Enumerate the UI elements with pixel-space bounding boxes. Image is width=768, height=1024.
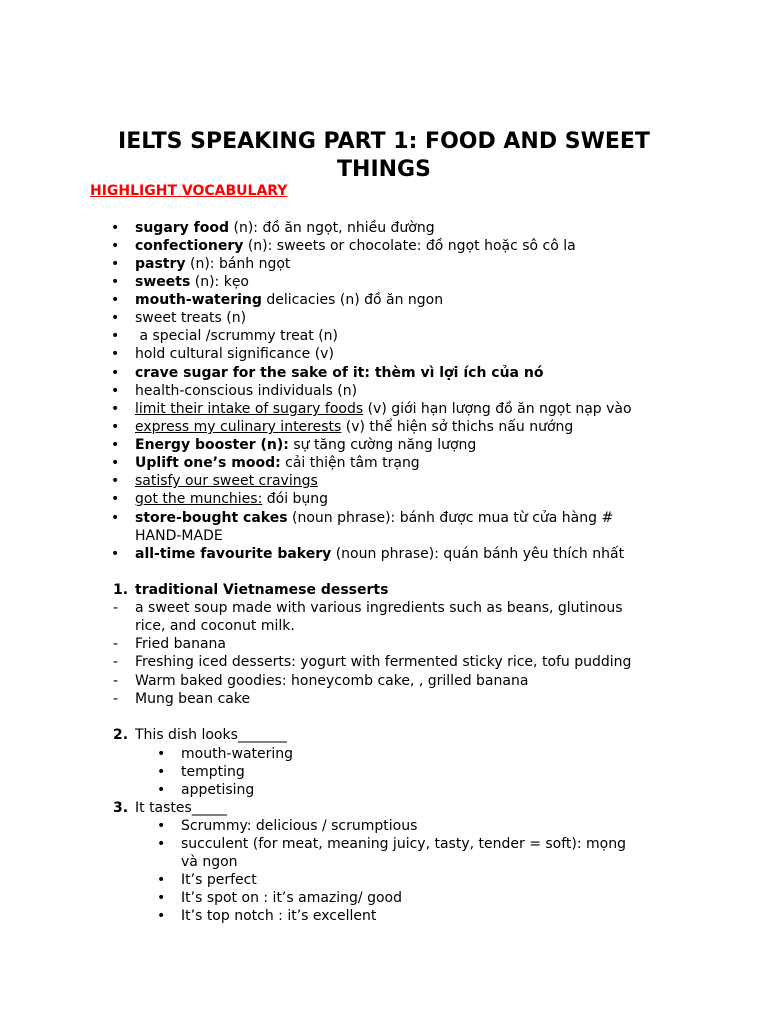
bullet-marker: • bbox=[111, 256, 120, 272]
section-3-heading: It tastes_____ bbox=[135, 800, 227, 816]
list-item: rice, and coconut milk. bbox=[135, 618, 295, 634]
page-title: IELTS SPEAKING PART 1: FOOD AND SWEET THINGS bbox=[118, 129, 650, 182]
vocab-item bbox=[135, 309, 246, 327]
vocab-term: pastry bbox=[135, 256, 186, 272]
bullet-marker: • bbox=[111, 310, 120, 326]
vocab-term: all-time favourite bakery bbox=[135, 546, 332, 562]
section-2-heading: This dish looks_______ bbox=[135, 727, 287, 743]
vocab-definition: (v) giới hạn lượng đồ ăn ngọt nạp vào bbox=[363, 401, 632, 417]
list-item: It’s top notch : it’s excellent bbox=[181, 908, 377, 924]
bullet-marker: • bbox=[157, 782, 166, 798]
bullet-marker: • bbox=[157, 908, 166, 924]
bullet-marker: • bbox=[111, 546, 120, 562]
vocab-item bbox=[135, 382, 357, 400]
vocab-definition: health-conscious individuals (n) bbox=[135, 383, 358, 399]
list-item: Mung bean cake bbox=[135, 691, 251, 707]
bullet-marker: • bbox=[111, 401, 120, 417]
vocab-item bbox=[135, 291, 443, 309]
section-2-number: 2. bbox=[113, 727, 129, 743]
list-item: Scrummy: delicious / scrumptious bbox=[181, 818, 418, 834]
list-item: Warm baked goodies: honeycomb cake, , grilled banana bbox=[135, 673, 529, 689]
bullet-marker: • bbox=[111, 220, 120, 236]
vocab-underlined-term: express my culinary interests bbox=[135, 419, 342, 435]
vocab-definition: (n): sweets or chocolate: đồ ngọt hoặc sô cô la bbox=[243, 238, 576, 254]
bullet-marker: • bbox=[157, 746, 166, 762]
vocab-item bbox=[135, 454, 420, 472]
vocab-definition: (n): đồ ăn ngọt, nhiều đường bbox=[229, 220, 435, 236]
vocab-term: Energy booster (n): bbox=[135, 437, 289, 453]
vocab-definition: sự tăng cường năng lượng bbox=[288, 437, 477, 453]
vocab-term: store-bought cakes bbox=[135, 510, 288, 526]
list-item: tempting bbox=[181, 764, 245, 780]
vocab-item bbox=[135, 273, 249, 291]
bullet-marker: • bbox=[111, 328, 120, 344]
list-item: succulent (for meat, meaning juicy, tasty, tender = soft): mọng bbox=[181, 836, 626, 852]
bullet-marker: • bbox=[111, 437, 120, 453]
bullet-marker: • bbox=[111, 365, 120, 381]
vocab-underlined-term: limit their intake of sugary foods bbox=[135, 401, 364, 417]
bullet-marker: • bbox=[111, 473, 120, 489]
list-item: mouth-watering bbox=[181, 746, 294, 762]
highlight-vocabulary-heading: HIGHLIGHT VOCABULARY bbox=[90, 183, 288, 199]
vocab-term: sweets bbox=[135, 274, 191, 290]
vocab-underlined-term: satisfy our sweet cravings bbox=[135, 473, 318, 489]
list-item: và ngon bbox=[181, 854, 238, 870]
section-1-heading: traditional Vietnamese desserts bbox=[135, 582, 389, 598]
vocab-term: crave sugar for the sake of it: thèm vì lợi ích của nó bbox=[135, 365, 544, 381]
vocab-definition: a special /scrummy treat (n) bbox=[135, 328, 338, 344]
vocab-underlined-term: got the munchies: bbox=[135, 491, 263, 507]
list-item: It’s perfect bbox=[181, 872, 257, 888]
bullet-marker: • bbox=[111, 510, 120, 526]
vocab-term: Uplift one’s mood: bbox=[135, 455, 281, 471]
vocab-definition: (noun phrase): bánh được mua từ cửa hàng # bbox=[287, 510, 614, 526]
bullet-marker: • bbox=[111, 292, 120, 308]
vocab-item bbox=[135, 545, 624, 563]
vocab-definition: (n): bánh ngọt bbox=[185, 256, 291, 272]
vocab-definition: sweet treats (n) bbox=[135, 310, 247, 326]
vocab-term: confectionery bbox=[135, 238, 244, 254]
vocab-item bbox=[135, 219, 435, 237]
vocab-continuation: HAND-MADE bbox=[135, 528, 223, 544]
bullet-marker: • bbox=[157, 836, 166, 852]
vocab-item bbox=[135, 490, 328, 508]
bullet-marker: • bbox=[111, 383, 120, 399]
vocab-definition: (noun phrase): quán bánh yêu thích nhất bbox=[331, 546, 625, 562]
vocab-item bbox=[135, 472, 318, 490]
list-item: Fried banana bbox=[135, 636, 226, 652]
vocab-definition: delicacies (n) đồ ăn ngon bbox=[261, 292, 444, 308]
bullet-marker: • bbox=[157, 818, 166, 834]
list-item: It’s spot on : it’s amazing/ good bbox=[181, 890, 402, 906]
bullet-marker: • bbox=[157, 764, 166, 780]
dash-marker: - bbox=[113, 600, 119, 616]
vocab-item bbox=[135, 345, 334, 363]
dash-marker: - bbox=[113, 673, 119, 689]
bullet-marker: • bbox=[111, 238, 120, 254]
bullet-marker: • bbox=[111, 455, 120, 471]
bullet-marker: • bbox=[111, 491, 120, 507]
list-item: Freshing iced desserts: yogurt with fermented sticky rice, tofu pudding bbox=[135, 654, 632, 670]
vocab-term: mouth-watering bbox=[135, 292, 262, 308]
dash-marker: - bbox=[113, 691, 119, 707]
section-3-number: 3. bbox=[113, 800, 129, 816]
vocab-item bbox=[135, 327, 338, 345]
list-item: a sweet soup made with various ingredients such as beans, glutinous bbox=[135, 600, 623, 616]
vocab-definition: hold cultural significance (v) bbox=[135, 346, 334, 362]
vocab-item bbox=[135, 255, 290, 273]
vocab-item bbox=[135, 237, 576, 255]
vocab-definition: (n): kẹo bbox=[190, 274, 249, 290]
vocab-term: sugary food bbox=[135, 220, 230, 236]
bullet-marker: • bbox=[111, 346, 120, 362]
section-1-number: 1. bbox=[113, 582, 129, 598]
vocab-definition: (v) thể hiện sở thichs nấu nướng bbox=[341, 419, 574, 435]
vocab-item bbox=[135, 364, 543, 382]
vocab-item bbox=[135, 509, 613, 527]
bullet-marker: • bbox=[157, 890, 166, 906]
list-item: appetising bbox=[181, 782, 255, 798]
bullet-marker: • bbox=[157, 872, 166, 888]
vocab-item bbox=[135, 436, 476, 454]
vocab-item bbox=[135, 418, 573, 436]
dash-marker: - bbox=[113, 636, 119, 652]
bullet-marker: • bbox=[111, 419, 120, 435]
dash-marker: - bbox=[113, 654, 119, 670]
vocab-definition: cải thiện tâm trạng bbox=[280, 455, 420, 471]
bullet-marker: • bbox=[111, 274, 120, 290]
vocab-item bbox=[135, 400, 632, 418]
vocab-definition: đói bụng bbox=[262, 491, 329, 507]
